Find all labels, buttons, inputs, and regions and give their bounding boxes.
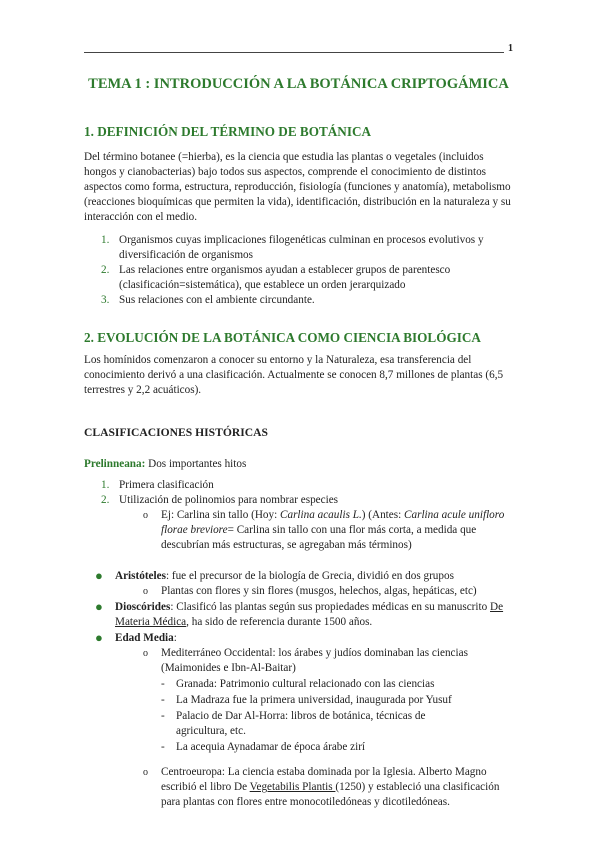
list-text: Organismos cuyas implicaciones filogenéticas culminan en procesos evolutivos y diversificación de organismos [119,234,484,261]
list-text: Primera clasificación [119,479,214,491]
example-text [161,508,513,553]
dioscorides-item [115,600,515,630]
dash-bullet: - [161,678,165,690]
aristoteles-sub: Plantas con flores y sin flores (musgos, helechos, algas, hepáticas, etc) [161,585,477,597]
vegetabilis-plantis-link[interactable]: Vegetabilis Plantis [249,781,336,793]
page-number: 1 [508,43,513,54]
example-italic: Carlina acaulis L. [280,509,362,521]
prelinneana-line [84,457,514,472]
list-number: 3. [101,294,110,306]
list-text: Las relaciones entre organismos ayudan a establecer grupos de parentesco (clasificación=sistemática), que establece un orden jerarquizado [119,264,451,291]
section1-list [101,233,511,308]
list-number: 1. [101,479,110,491]
list-number: 1. [101,234,110,246]
example-part: ) (Antes: [361,509,405,521]
section1-heading: 1. DEFINICIÓN DEL TÉRMINO DE BOTÁNICA [84,124,371,139]
header-rule [84,52,504,53]
list-item [101,493,511,508]
list-text: Utilización de polinomios para nombrar especies [119,494,339,506]
list-item [101,478,511,493]
section2-paragraph: Los homínidos comenzaron a conocer su entorno y la Naturaleza, esa transferencia del conocimiento derivó a una clasificación. Actualmente se conocen 8,7 millones de plantas (6,5 terrestres y 2,2 acuáticos). [84,354,504,396]
centroeuropa-text [161,765,513,810]
centro-text: (1250) y estableció una clasificación para plantas con flores entre monocotiledóneas y dicotiledóneas. [161,781,500,808]
dash-item: La Madraza fue la primera universidad, inaugurada por Yusuf [176,694,452,706]
aristoteles-item [115,569,515,584]
list-number: 2. [101,264,110,276]
bullet-icon: ● [95,599,103,614]
dash-bullet: - [161,694,165,706]
page-title: TEMA 1 : INTRODUCCIÓN A LA BOTÁNICA CRIPTOGÁMICA [88,76,509,92]
bullet-icon: ● [95,630,103,645]
clasificaciones-heading: CLASIFICACIONES HISTÓRICAS [84,426,268,439]
aristoteles-label: Aristóteles [115,570,166,582]
aristoteles-text: : fue el precursor de la biología de Grecia, dividió en dos grupos [165,570,454,582]
example-part: = Carlina sin tallo con una flor más corta, a medida que descubrían más estructuras, se agregaban más términos) [161,524,477,551]
centro-text: Centroeuropa: La ciencia estaba dominada por la Iglesia. Alberto Magno escribió el libro De [161,766,487,793]
circle-bullet-icon: o [143,510,148,521]
edad-media-item [115,631,515,646]
list-item [101,263,511,293]
circle-bullet-icon: o [143,648,148,659]
dash-item: La acequia Aynadamar de época árabe zirí [176,741,366,753]
example-part: Ej: Carlina sin tallo (Hoy: [161,509,281,521]
edad-media-colon: : [173,632,177,644]
list-text: Sus relaciones con el ambiente circundante. [119,294,315,306]
materia-medica-link[interactable]: De Materia Médica [115,601,504,628]
section1-paragraph: Del término botanee (=hierba), es la ciencia que estudia las plantas o vegetales (incluidos hongos y cianobacterias) bajo todos sus aspectos, comprende el conocimiento de distintos aspectos como forma, estructura, reproducción, fisiología (funciones y anatomía), metabolismo (reacciones bioquímicas que permiten la vida), identificación, distribución en la naturaleza y su interacción con el medio. [84,151,511,223]
dash-item: Granada: Patrimonio cultural relacionado con las ciencias [176,678,435,690]
dioscorides-label: Dioscórides [115,601,171,613]
prelinneana-label: Prelinneana: [84,458,146,470]
prelinneana-list [101,478,511,508]
dioscorides-text: , ha sido de referencia durante 1500 años. [186,616,373,628]
mediterraneo-text: Mediterráneo Occidental: los árabes y judíos dominaban las ciencias (Maimonides e Ibn-Al-Baitar) [161,647,468,674]
prelinneana-text: Dos importantes hitos [145,458,247,470]
example-italic: Carlina acule unifloro florae breviore [161,509,505,536]
circle-bullet-icon: o [143,767,148,778]
dash-bullet: - [161,710,165,722]
list-number: 2. [101,494,110,506]
dioscorides-text: : Clasificó las plantas según sus propiedades médicas en su manuscrito [170,601,491,613]
list-item [101,233,511,263]
list-item [101,293,511,308]
dash-bullet: - [161,741,165,753]
circle-bullet-icon: o [143,586,148,597]
edad-media-label: Edad Media [115,632,174,644]
section2-heading: 2. EVOLUCIÓN DE LA BOTÁNICA COMO CIENCIA BIOLÓGICA [84,330,481,345]
dash-item: Palacio de Dar Al-Horra: libros de botánica, técnicas de agricultura, etc. [176,710,426,737]
bullet-icon: ● [95,568,103,583]
